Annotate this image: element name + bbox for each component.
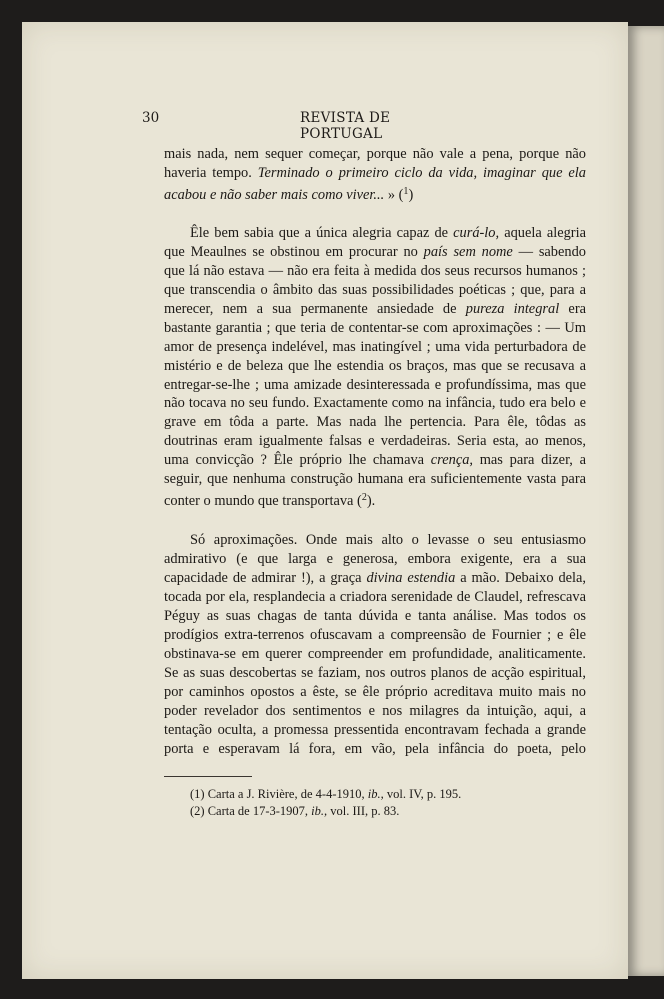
footnote-2-ib: ib., — [311, 804, 328, 818]
p1-text-b: » ( — [384, 186, 404, 203]
footnote-1-mark: (1) — [190, 787, 205, 801]
adjacent-page-edge — [628, 26, 664, 976]
footnote-2-text-c: vol. III, p. 83. — [327, 804, 400, 818]
footnote-ref-2: 2 — [361, 492, 367, 504]
body-text — [164, 145, 586, 759]
p2-italic-pais: país sem nome — [423, 243, 513, 260]
running-head: REVISTA DE PORTUGAL — [300, 110, 391, 142]
p2-text-a: Êle bem sabia que a única alegria capaz de — [190, 224, 454, 241]
p1-italic-quote: Terminado o primeiro ciclo da vida, imaginar que ela acabou e não saber mais como viver... — [164, 164, 586, 203]
p2-text-j: ). — [366, 493, 376, 510]
p2-italic-crenca: crença, — [430, 452, 473, 469]
footnote-1-text-a: Carta a J. Rivière, de 4-4-1910, — [204, 787, 368, 801]
p2-text-e: — sabendo que lá não estava — não era feita à medida dos seus recursos humanos ; que transcendia o âmbito das suas possibilidades poéticas ; que, para a merecer, nem a sua permanente ansiedade de — [164, 243, 586, 317]
p2-italic-cura: curá-lo, — [453, 224, 500, 241]
paragraph-2 — [164, 224, 586, 511]
footnote-divider — [164, 776, 252, 777]
p2-text-g: era bastante garantia ; que teria de contentar-se com aproximações : — Um amor de presença indelével, mas inatingível ; uma vida perturbadora de mistério e de beleza que lhe estendia os braços, mas que se recusava a entregar-se-lhe ; uma amizade desinteressada e profundíssima, mas que não tocava no seu fundo. Exactamente como na infância, tudo era belo e grave em tôda a parte. Mas nada lhe pertencia. Para êle, tôdas as doutrinas eram igualmente falsas e verdadeiras. Seria esta, ao menos, uma convicção ? Êle próprio lhe chamava — [164, 300, 587, 469]
footnote-1 — [190, 786, 550, 803]
footnote-1-text-c: vol. IV, p. 195. — [383, 787, 462, 801]
p2-text-c: aquela alegria que Meaulnes se obstinou em procurar no — [164, 224, 586, 260]
paragraph-3 — [164, 531, 586, 758]
page-header — [142, 110, 454, 142]
page-number: 30 — [142, 110, 160, 126]
p3-italic-divina: divina estendia — [366, 570, 456, 587]
p1-text-c: ) — [408, 186, 414, 203]
p2-italic-pureza: pureza integral — [465, 300, 560, 317]
p1-text-a: mais nada, nem sequer começar, porque não vale a pena, porque não haveria tempo. — [164, 146, 586, 181]
footnote-2 — [190, 803, 550, 820]
footnote-2-mark: (2) — [190, 804, 205, 818]
paragraph-1 — [164, 145, 586, 205]
footnote-2-text-a: Carta de 17-3-1907, — [204, 804, 312, 818]
p3-text-c: a mão. Debaixo dela, tocada por ela, resplandecia a criadora serenidade de Claudel, refrescava Péguy as suas chagas de tanta dúvida e tanta análise. Mas todos os prodígios extra-terrenos ofuscavam a compreensão de Fournier ; e êle obstinava-se em querer compreender em profundidade, analiticamente. Se as suas descobertas se faziam, nos outros planos de acção espiritual, por caminhos opostos a êste, se êle próprio acreditava muito mais no poder revelador dos sentimentos e nos milagres da intuição, aqui, a tentação oculta, a promessa pressentida encontravam fechada a grande porta e esperavam lá fora, em vão, pela infância do poeta, pelo — [164, 570, 587, 757]
footnote-1-ib: ib., — [367, 787, 384, 801]
p2-text-i: mas para dizer, a seguir, que nenhuma construção humana era suficientemente vasta para conter o mundo que transportava ( — [164, 452, 586, 510]
p3-text-a: Só aproximações. Onde mais alto o levasse o seu entusiasmo admirativo (e que larga e generosa, embora exigente, era a sua capacidade de admirar !), a graça — [164, 532, 586, 587]
footnotes — [190, 786, 550, 820]
footnote-ref-1: 1 — [403, 185, 409, 197]
